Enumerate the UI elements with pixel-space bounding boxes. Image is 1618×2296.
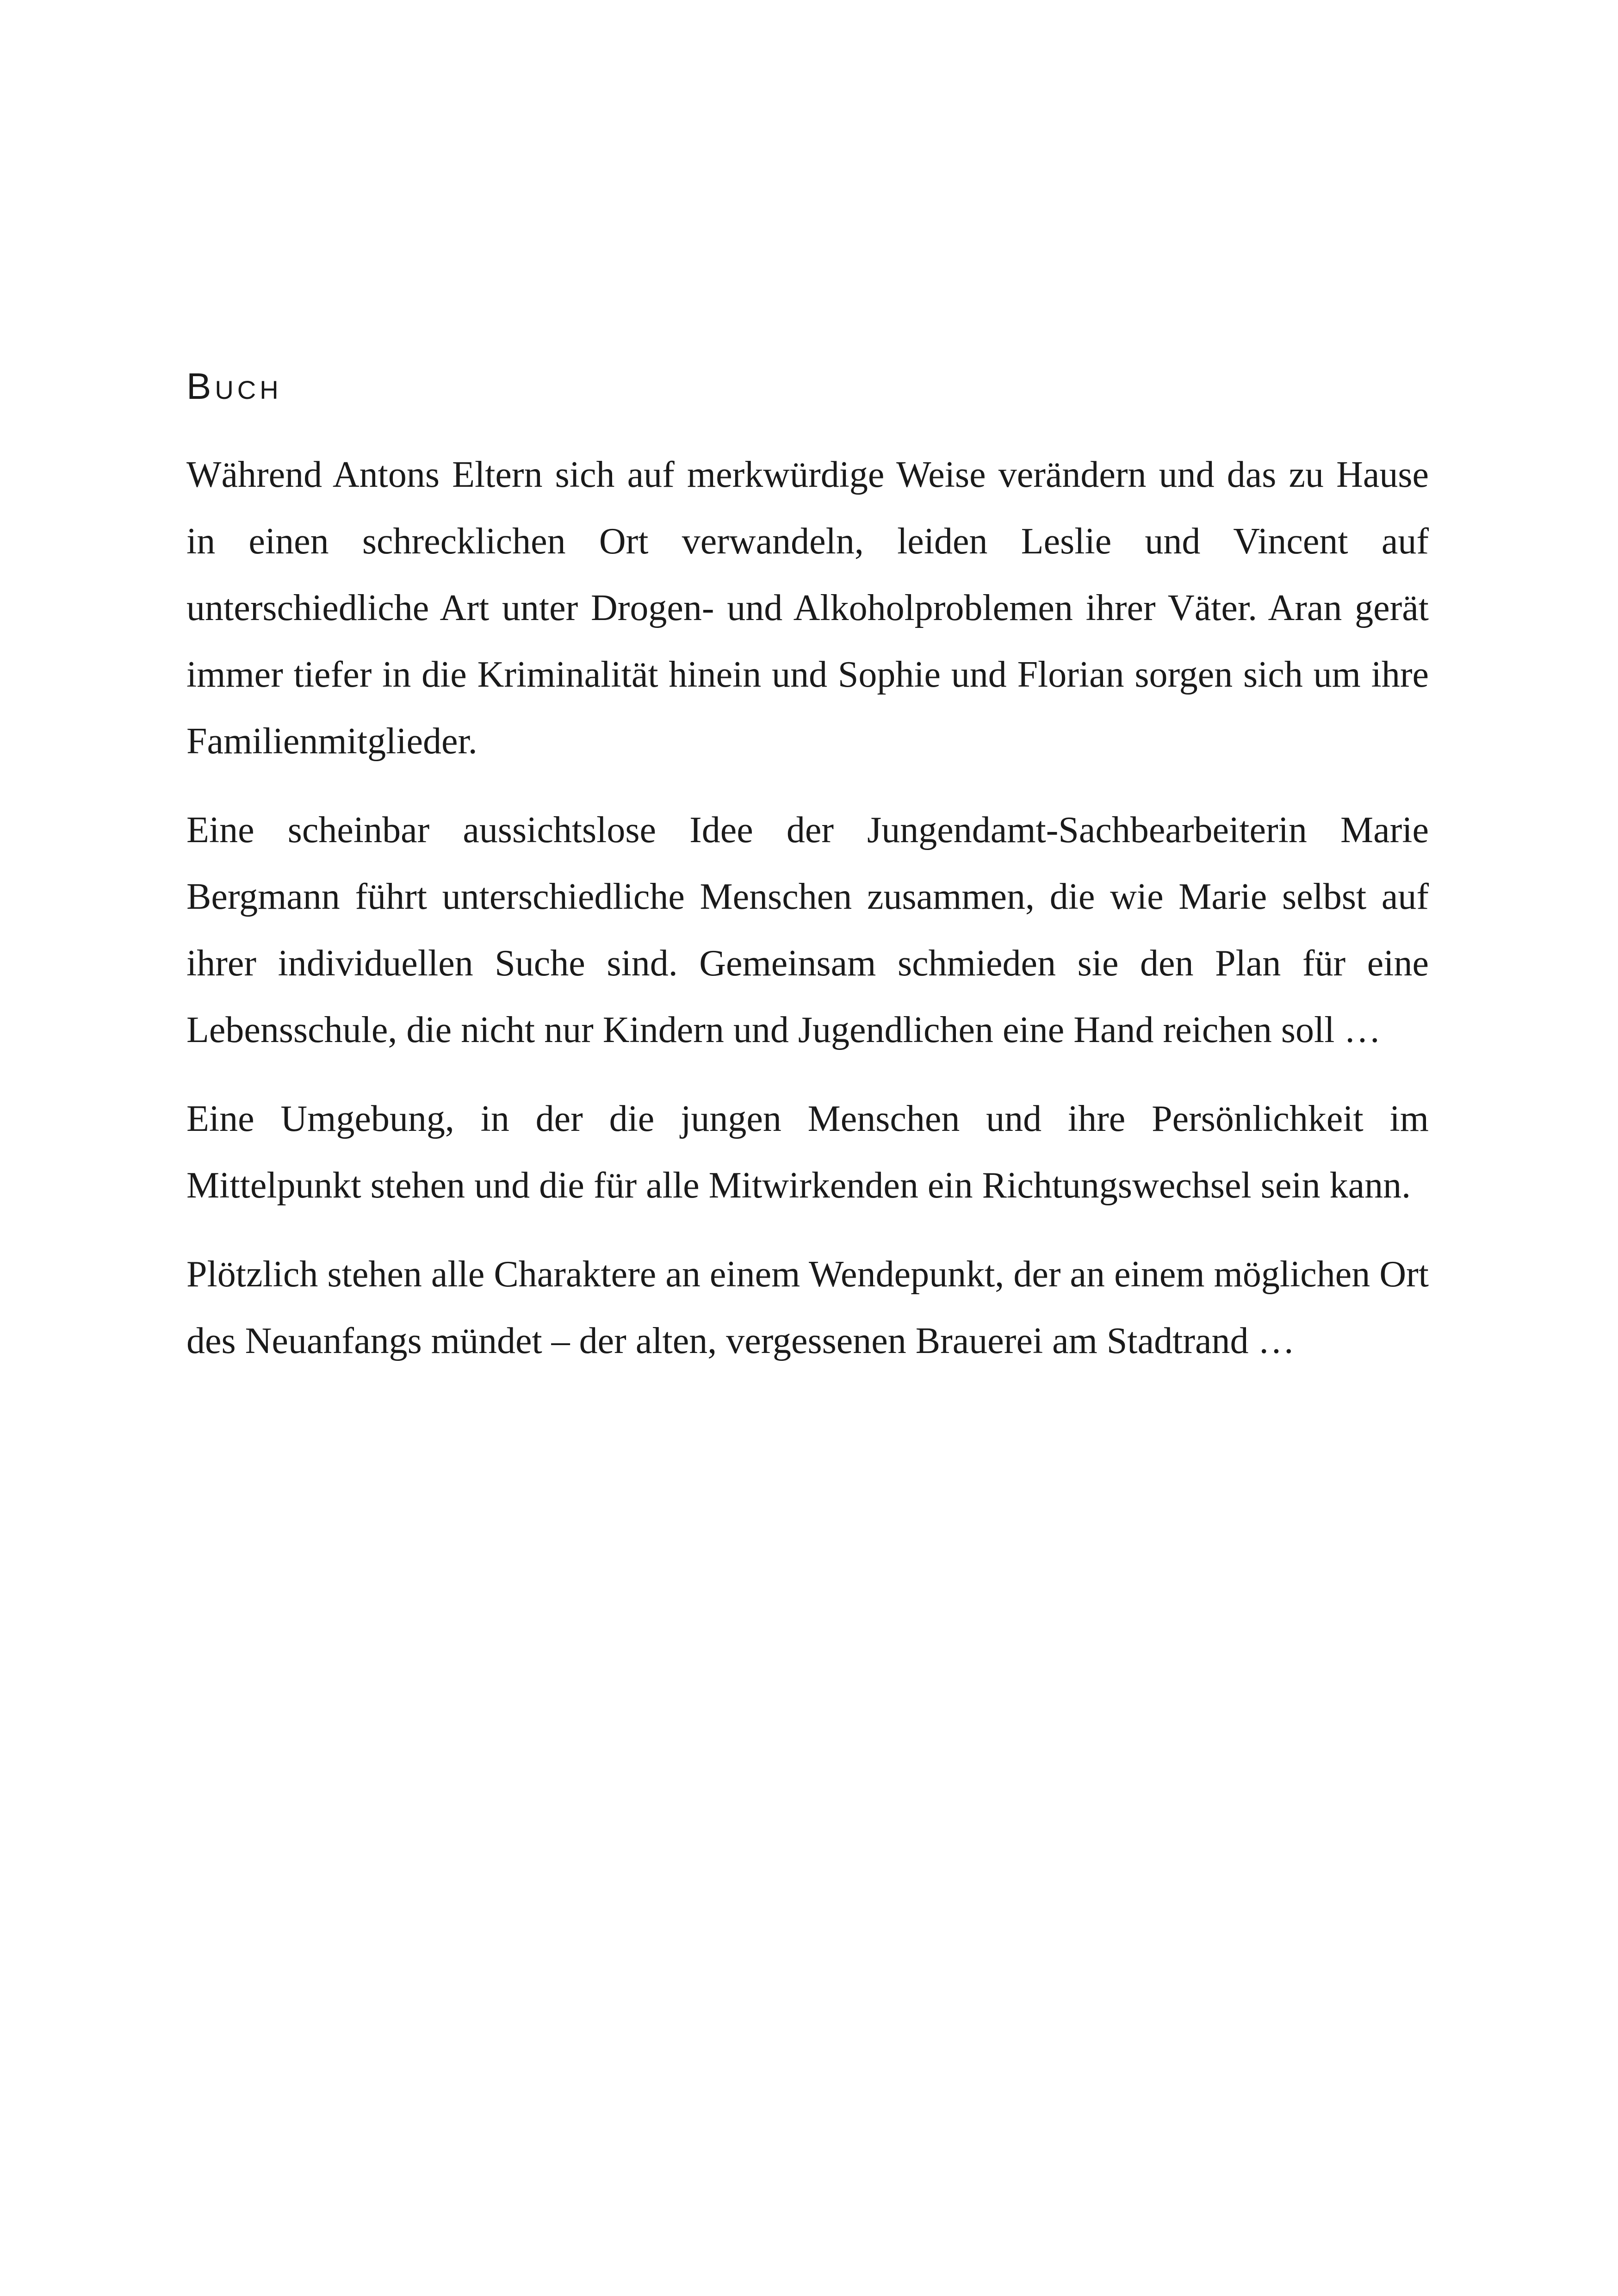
paragraph-intro: Während Antons Eltern sich auf merkwürdige Weise verändern und das zu Hause in einen schrecklichen Ort verwandeln, leiden Leslie und Vincent auf unterschiedliche Art unter Drogen- und Alkoholproblemen ihrer Väter. Aran gerät immer tiefer in die Kriminalität hinein und Sophie und Florian sorgen sich um ihre Familienmitglieder. xyxy=(186,454,1429,762)
paragraph-turning-point: Plötzlich stehen alle Charaktere an einem Wendepunkt, der an einem möglichen Ort des Neuanfangs mündet – der alten, vergessenen Brauerei am Stadtrand … xyxy=(186,1254,1429,1361)
paragraph-idea: Eine scheinbar aussichtslose Idee der Jungendamt-Sachbearbeiterin Marie Bergmann führt unterschiedliche Menschen zusammen, die wie Marie selbst auf ihrer individuellen Suche sind. Gemeinsam schmieden sie den Plan für eine Lebensschule, die nicht nur Kindern und Jugendlichen eine Hand reichen soll … xyxy=(186,810,1429,1050)
book-description xyxy=(186,352,1429,1396)
section-heading: Buch xyxy=(186,366,282,407)
paragraph-environment: Eine Umgebung, in der die jungen Menschen und ihre Persönlichkeit im Mittelpunkt stehen und die für alle Mitwirkenden ein Richtungswechsel sein kann. xyxy=(186,1098,1429,1206)
